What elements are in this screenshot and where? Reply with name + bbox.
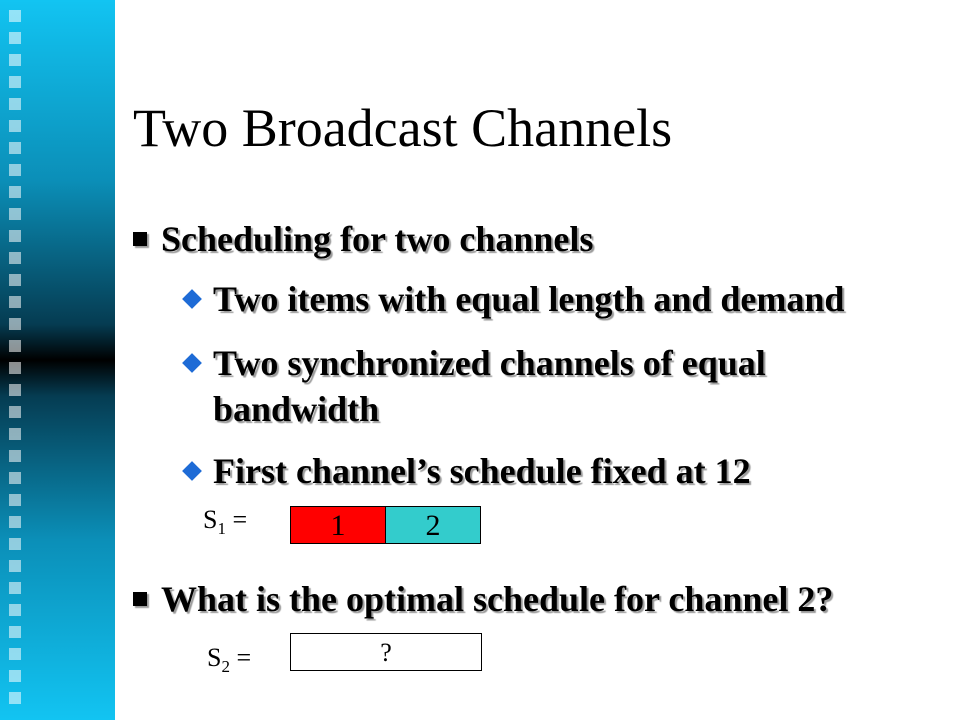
bullet-main-2 (133, 578, 833, 620)
sidebar-square (9, 186, 21, 198)
diamond-bullet-icon (182, 461, 202, 481)
sidebar-square (9, 362, 21, 374)
sidebar-square (9, 318, 21, 330)
bullet-sub-2-continued (213, 388, 379, 430)
bullet-sub-2 (185, 342, 766, 384)
sidebar-square (9, 142, 21, 154)
sidebar-square (9, 604, 21, 616)
sidebar-squares (9, 10, 25, 714)
sidebar-square (9, 208, 21, 220)
bullet-text: bandwidth (213, 389, 380, 429)
sidebar-square (9, 296, 21, 308)
schedule-1-cell-1: 1 (290, 506, 386, 544)
sidebar-square (9, 10, 21, 22)
bullet-text: First channel’s schedule fixed at 12 (213, 451, 751, 491)
square-bullet-icon (133, 232, 147, 246)
sidebar-square (9, 274, 21, 286)
sidebar-square (9, 648, 21, 660)
bullet-sub-1 (185, 278, 844, 320)
bullet-main-1 (133, 218, 593, 260)
schedule-2-label: $S_2$ = (207, 643, 252, 677)
bullet-text: What is the optimal schedule for channel 2? (161, 579, 834, 619)
sidebar-square (9, 230, 21, 242)
sidebar-square (9, 450, 21, 462)
sidebar-square (9, 582, 21, 594)
sidebar-square (9, 340, 21, 352)
sidebar-square (9, 384, 21, 396)
sidebar-square (9, 692, 21, 704)
schedule-1-cell-2: 2 (385, 506, 481, 544)
bullet-sub-3 (185, 450, 751, 492)
bullet-text: Two synchronized channels of equal (213, 343, 766, 383)
sidebar-square (9, 76, 21, 88)
bullet-text: Two items with equal length and demand (213, 279, 845, 319)
schedule-2-cell: ? (290, 633, 482, 671)
sidebar-square (9, 164, 21, 176)
sidebar-square (9, 670, 21, 682)
diamond-bullet-icon (182, 289, 202, 309)
sidebar-square (9, 560, 21, 572)
sidebar-decoration (0, 0, 115, 720)
square-bullet-icon (133, 592, 147, 606)
slide-title: Two Broadcast Channels (133, 98, 673, 158)
sidebar-square (9, 98, 21, 110)
sidebar-square (9, 252, 21, 264)
sidebar-square (9, 120, 21, 132)
sidebar-square (9, 626, 21, 638)
sidebar-square (9, 54, 21, 66)
sidebar-square (9, 32, 21, 44)
schedule-1-label: $S_1$ = (203, 505, 248, 539)
sidebar-square (9, 516, 21, 528)
sidebar-square (9, 428, 21, 440)
sidebar-square (9, 406, 21, 418)
bullet-text: Scheduling for two channels (161, 219, 594, 259)
diamond-bullet-icon (182, 353, 202, 373)
sidebar-square (9, 472, 21, 484)
sidebar-square (9, 494, 21, 506)
sidebar-square (9, 538, 21, 550)
